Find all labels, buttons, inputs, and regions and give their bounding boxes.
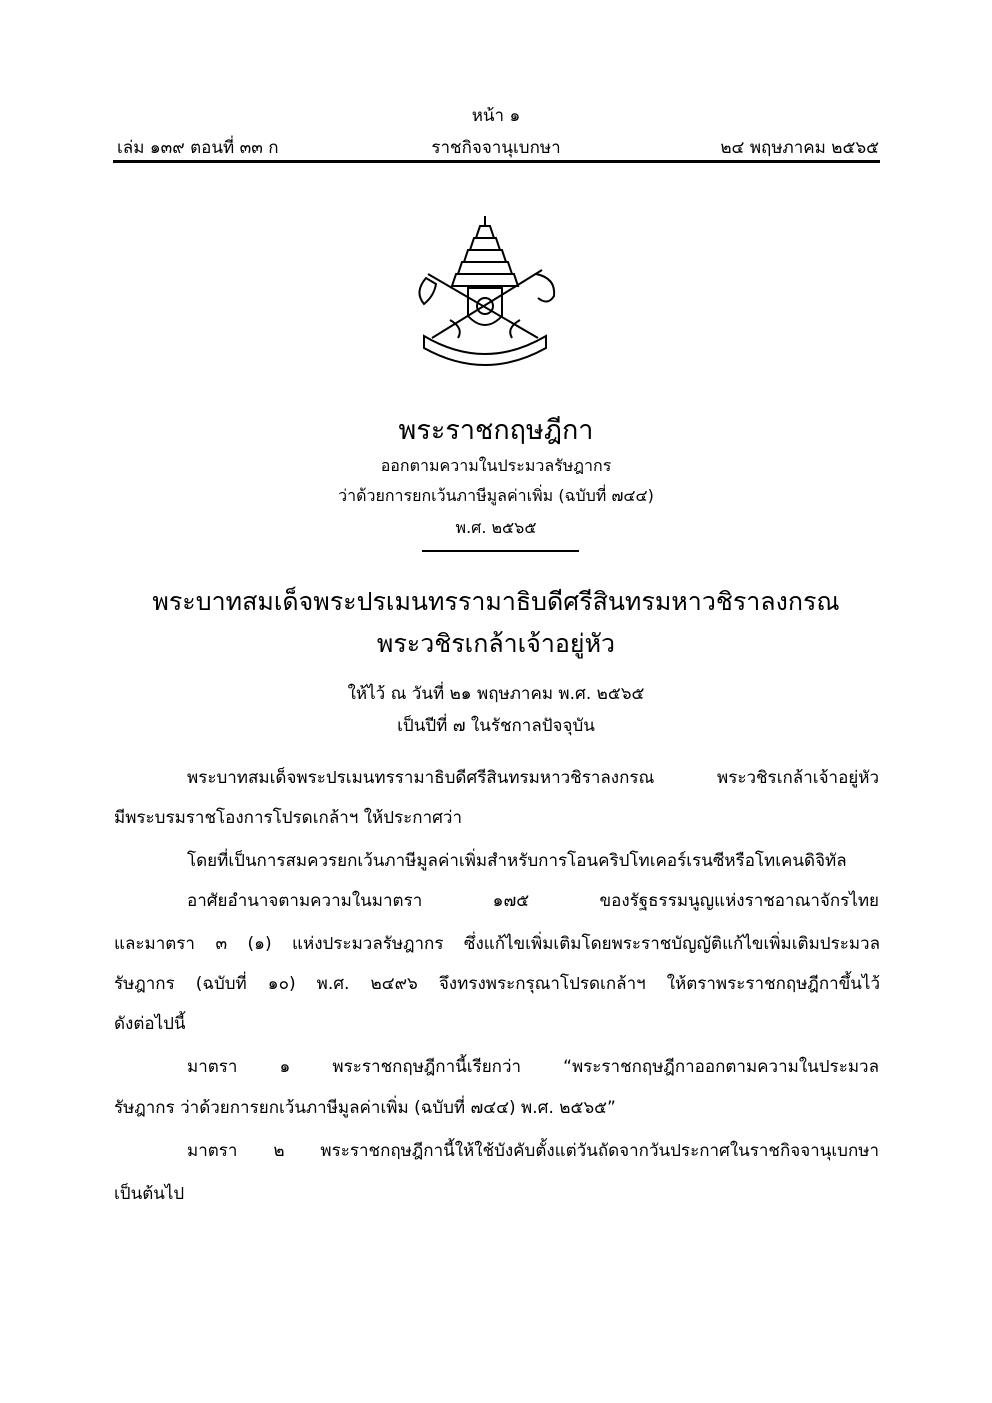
section-2-line-2: เป็นต้นไป bbox=[114, 1184, 185, 1204]
header-rule bbox=[113, 160, 880, 163]
king-name-line-1: พระบาทสมเด็จพระปรเมนทรรามาธิบดีศรีสินทรมหาวชิราลงกรณ bbox=[152, 587, 840, 616]
page-number: หน้า ๑ bbox=[471, 106, 521, 126]
title-divider bbox=[422, 550, 579, 552]
king-name-line-2: พระวชิรเกล้าเจ้าอยู่หัว bbox=[376, 629, 616, 658]
title-year: พ.ศ. ๒๕๖๕ bbox=[455, 518, 537, 537]
authority-line-1-text: อาศัยอำนาจตามความในมาตรา ๑๗๕ ของรัฐธรรมนูญแห่งราชอาณาจักรไทย bbox=[187, 891, 879, 911]
section-1-line-1-text: มาตรา ๑ พระราชกฤษฎีกานี้เรียกว่า “พระราชกฤษฎีกาออกตามความในประมวล bbox=[187, 1057, 879, 1077]
section-2-line-1 bbox=[187, 1137, 879, 1164]
authority-line-2: และมาตรา ๓ (๑) แห่งประมวลรัษฎากร ซึ่งแก้ไขเพิ่มเติมโดยพระราชบัญญัติแก้ไขเพิ่มเติมประมวล bbox=[114, 934, 880, 954]
section-2-line-1-text: มาตรา ๒ พระราชกฤษฎีกานี้ให้ใช้บังคับตั้งแต่วันถัดจากวันประกาศในราชกิจจานุเบกษา bbox=[187, 1141, 879, 1161]
authority-line-4: ดังต่อไปนี้ bbox=[114, 1014, 186, 1034]
section-1-line-1 bbox=[187, 1053, 879, 1080]
authority-line-1 bbox=[187, 887, 879, 914]
publication-name: ราชกิจจานุเบกษา bbox=[431, 138, 561, 158]
volume-issue: เล่ม ๑๓๙ ตอนที่ ๓๓ ก bbox=[117, 138, 279, 158]
preamble-line-1-text: พระบาทสมเด็จพระปรเมนทรรามาธิบดีศรีสินทรมหาวชิราลงกรณ พระวชิรเกล้าเจ้าอยู่หัว bbox=[187, 768, 879, 788]
preamble-line-2: มีพระบรมราชโองการโปรดเกล้าฯ ให้ประกาศว่า bbox=[114, 808, 463, 828]
rationale-paragraph: โดยที่เป็นการสมควรยกเว้นภาษีมูลค่าเพิ่มสำหรับการโอนคริปโทเคอร์เรนซีหรือโทเคนดิจิทัล bbox=[187, 851, 847, 871]
authority-line-3: รัษฎากร (ฉบับที่ ๑๐) พ.ศ. ๒๔๙๖ จึงทรงพระกรุณาโปรดเกล้าฯ ให้ตราพระราชกฤษฎีกาขึ้นไว้ bbox=[114, 974, 880, 994]
section-1-line-2: รัษฎากร ว่าด้วยการยกเว้นภาษีมูลค่าเพิ่ม (ฉบับที่ ๗๔๔) พ.ศ. ๒๕๖๕” bbox=[114, 1098, 616, 1118]
preamble-line-1 bbox=[187, 764, 879, 791]
publication-date: ๒๔ พฤษภาคม ๒๕๖๕ bbox=[720, 138, 879, 158]
given-date: ให้ไว้ ณ วันที่ ๒๑ พฤษภาคม พ.ศ. ๒๕๖๕ bbox=[347, 684, 645, 704]
royal-seal-emblem-icon bbox=[410, 212, 560, 372]
title-subline-1: ออกตามความในประมวลรัษฎากร bbox=[380, 456, 612, 475]
document-title: พระราชกฤษฎีกา bbox=[398, 415, 594, 446]
reign-year: เป็นปีที่ ๗ ในรัชกาลปัจจุบัน bbox=[397, 716, 595, 736]
title-subline-2: ว่าด้วยการยกเว้นภาษีมูลค่าเพิ่ม (ฉบับที่ ๗๔๔) bbox=[338, 486, 654, 505]
